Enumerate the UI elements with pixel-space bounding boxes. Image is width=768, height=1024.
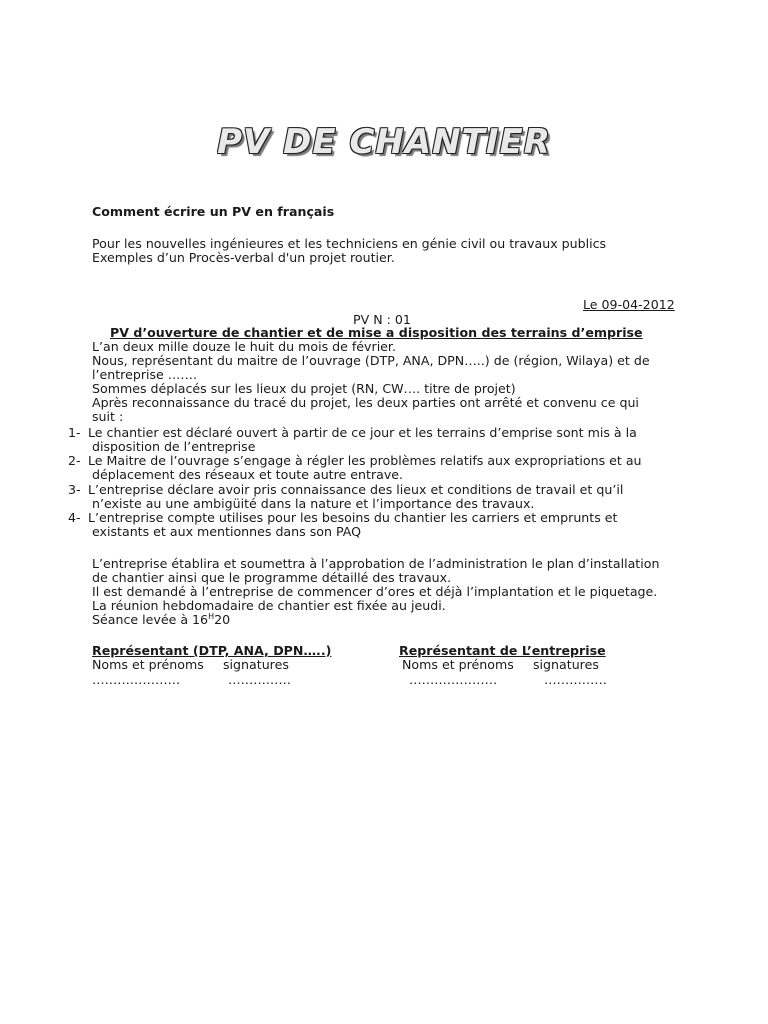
intro-heading: Comment écrire un PV en français <box>92 204 335 219</box>
closing-paragraph <box>92 557 682 627</box>
pv-number: PV N : 01 <box>353 312 411 327</box>
closing-line: L’entreprise établira et soumettra à l’approbation de l’administration le plan d’installation <box>92 556 660 571</box>
pv-title: PV d’ouverture de chantier et de mise a disposition des terrains d’emprise <box>110 325 643 340</box>
list-text-continued: n’existe au une ambigüité dans la nature et l’importance des travaux. <box>92 496 535 511</box>
signature-right-dots-names: ………………… <box>409 672 498 687</box>
pv-date: Le 09-04-2012 <box>583 297 675 312</box>
list-number: 1- <box>68 425 81 440</box>
document-title: PV DE CHANTIER <box>217 122 551 162</box>
signature-right-dots-sig: …………… <box>544 672 607 687</box>
body-line: Sommes déplacés sur les lieux du projet (RN, CW…. titre de projet) <box>92 381 516 396</box>
signature-left-dots-names: ………………… <box>92 672 181 687</box>
list-text-continued: existants et aux mentionnes dans son PAQ <box>92 524 362 539</box>
body-line: l’entreprise ……. <box>92 367 197 382</box>
list-item <box>68 483 688 511</box>
seance-line: Séance levée à $16^H20$ <box>92 612 231 627</box>
signature-left-dots-sig: …………… <box>228 672 291 687</box>
list-number: 4- <box>68 510 81 525</box>
body-line: Nous, représentant du maitre de l’ouvrage (DTP, ANA, DPN…..) de (région, Wilaya) et de <box>92 353 650 368</box>
list-item <box>68 511 688 539</box>
list-text-continued: disposition de l’entreprise <box>92 439 256 454</box>
list-number: 2- <box>68 453 81 468</box>
pv-body <box>92 340 682 424</box>
list-item <box>68 426 688 454</box>
intro-line-1: Pour les nouvelles ingénieures et les techniciens en génie civil ou travaux publics <box>92 236 607 251</box>
list-text: L’entreprise compte utilises pour les besoins du chantier les carriers et emprunts et <box>88 510 618 525</box>
list-item <box>68 454 688 482</box>
closing-line: La réunion hebdomadaire de chantier est fixée au jeudi. <box>92 598 446 613</box>
list-text-continued: déplacement des réseaux et toute autre entrave. <box>92 467 404 482</box>
signature-left-sig: signatures <box>223 657 289 672</box>
signature-right-sig: signatures <box>533 657 599 672</box>
list-number: 3- <box>68 482 81 497</box>
body-line: Après reconnaissance du tracé du projet, les deux parties ont arrêté et convenu ce qui <box>92 395 639 410</box>
signature-right-names: Noms et prénoms <box>402 657 514 672</box>
signature-right-title: Représentant de L’entreprise <box>399 643 606 658</box>
body-line: suit : <box>92 409 124 424</box>
closing-line: Il est demandé à l’entreprise de commencer d’ores et déjà l’implantation et le piquetage. <box>92 584 658 599</box>
closing-line: de chantier ainsi que le programme détaillé des travaux. <box>92 570 452 585</box>
body-line: L’an deux mille douze le huit du mois de février. <box>92 339 396 354</box>
list-text: Le chantier est déclaré ouvert à partir de ce jour et les terrains d’emprise sont mis à la <box>88 425 637 440</box>
signature-left-names: Noms et prénoms <box>92 657 204 672</box>
intro-line-2: Exemples d’un Procès-verbal d'un projet routier. <box>92 250 395 265</box>
list-text: Le Maitre de l’ouvrage s’engage à régler les problèmes relatifs aux expropriations et au <box>88 453 642 468</box>
signature-left-title: Représentant (DTP, ANA, DPN…..) <box>92 643 332 658</box>
list-text: L’entreprise déclare avoir pris connaissance des lieux et conditions de travail et qu’il <box>88 482 624 497</box>
